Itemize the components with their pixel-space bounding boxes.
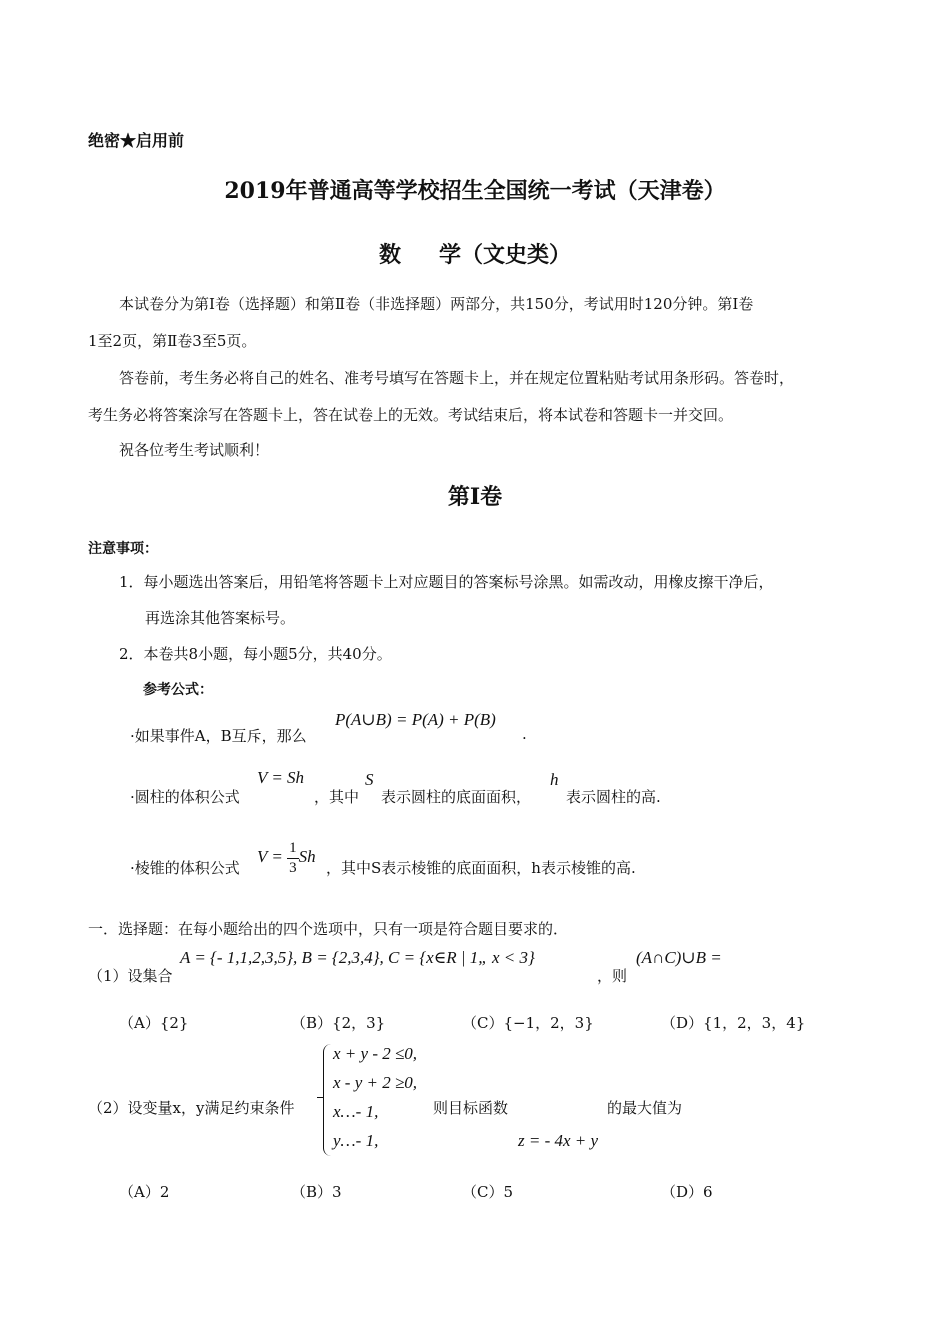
constraint-brace-tip	[317, 1097, 323, 1098]
q2-objective: z = - 4x + y	[518, 1131, 599, 1150]
formula-1-end: .	[522, 725, 527, 743]
formula-1-text: ·如果事件A，B互斥，那么	[130, 727, 307, 745]
q2-option-b[interactable]: （B）3	[291, 1183, 342, 1201]
notes-title: 注意事项：	[88, 541, 158, 557]
q1-option-c[interactable]: （C）{−1，2，3}	[462, 1014, 594, 1032]
formula-3-v: V =	[257, 847, 283, 866]
exam-title: 2019年普通高等学校招生全国统一考试（天津卷）	[224, 178, 726, 204]
formula-2-mid: ，其中	[314, 788, 360, 806]
formula-2-s: S	[365, 770, 374, 789]
intro-paragraph-2-line-1: 答卷前，考生务必将自己的姓名、准考号填写在答题卡上，并在规定位置粘贴考试用条形码。答卷时，	[119, 369, 795, 387]
confidential-mark: 绝密★启用前	[88, 131, 185, 150]
formula-3-text: ·棱锥的体积公式	[130, 859, 240, 877]
constraint-brace	[323, 1044, 332, 1156]
formula-1-math: P(A∪B) = P(A) + P(B)	[335, 710, 496, 729]
q2-option-c[interactable]: （C）5	[462, 1183, 514, 1201]
q2-option-a[interactable]: （A）2	[119, 1183, 170, 1201]
q1-option-b[interactable]: （B）{2，3}	[291, 1014, 386, 1032]
subject-title-part2: 学（文史类）	[439, 242, 572, 268]
part1-heading: 第Ⅰ卷	[447, 484, 503, 510]
intro-paragraph-3: 祝各位考生考试顺利！	[119, 441, 270, 459]
subject-title-part1: 数	[378, 242, 401, 268]
note-1-line-2: 再选涂其他答案标号。	[145, 609, 296, 627]
formula-3-math	[257, 840, 316, 876]
q2-constraint-1: x + y - 2 ≤0,	[333, 1044, 418, 1063]
q1-label: （1）设集合	[88, 967, 173, 985]
formula-3-fraction	[287, 841, 299, 876]
q1-option-d[interactable]: （D）{1，2，3，4}	[661, 1014, 806, 1032]
formula-2-desc: 表示圆柱的底面面积，	[381, 788, 532, 806]
q2-constraint-2: x - y + 2 ≥0,	[333, 1073, 418, 1092]
intro-paragraph-2-line-2: 考生务必将答案涂写在答题卡上，答在试卷上的无效。考试结束后，将本试卷和答题卡一并交回。	[88, 406, 734, 424]
section-1-heading: 一．选择题：在每小题给出的四个选项中，只有一项是符合题目要求的．	[88, 920, 569, 938]
note-2: 2．本卷共8小题，每小题5分，共40分。	[119, 645, 392, 663]
intro-paragraph-1-line-1: 本试卷分为第Ⅰ卷（选择题）和第Ⅱ卷（非选择题）两部分，共150分，考试用时120分钟。第Ⅰ卷	[119, 295, 754, 313]
q2-option-d[interactable]: （D）6	[661, 1183, 713, 1201]
q1-option-a[interactable]: （A）{2}	[119, 1014, 189, 1032]
intro-paragraph-1-line-2: 1至2页，第Ⅱ卷3至5页。	[88, 332, 257, 350]
formula-3-rest: ，其中S表示棱锥的底面面积，h表示棱锥的高.	[326, 859, 636, 877]
fraction-denominator: 3	[289, 859, 297, 876]
fraction-numerator: 1	[287, 841, 299, 859]
q1-then: ，则	[597, 967, 628, 985]
q2-constraint-4: y…- 1,	[333, 1131, 379, 1150]
formula-2-h: h	[550, 770, 559, 789]
formula-2-text: ·圆柱的体积公式	[130, 788, 240, 806]
q1-expression: (A∩C)∪B =	[636, 948, 722, 967]
formula-3-sh: Sh	[298, 847, 316, 866]
formula-2-math: V = Sh	[257, 768, 305, 787]
note-1-line-1: 1．每小题选出答案后，用铅笔将答题卡上对应题目的答案标号涂黑。如需改动，用橡皮擦干净后，	[119, 573, 774, 591]
q2-label: （2）设变量x，y满足约束条件	[88, 1099, 295, 1117]
formulas-title: 参考公式：	[143, 682, 213, 698]
q2-constraint-3: x…- 1,	[333, 1102, 379, 1121]
formula-2-end: 表示圆柱的高.	[566, 788, 661, 806]
q2-then: 则目标函数	[433, 1099, 509, 1117]
subject-title	[0, 238, 950, 269]
q2-max: 的最大值为	[607, 1099, 683, 1117]
q1-sets-math: A = {- 1,1,2,3,5}, B = {2,3,4}, C = {x∈R | 1„ x < 3}	[180, 948, 535, 967]
